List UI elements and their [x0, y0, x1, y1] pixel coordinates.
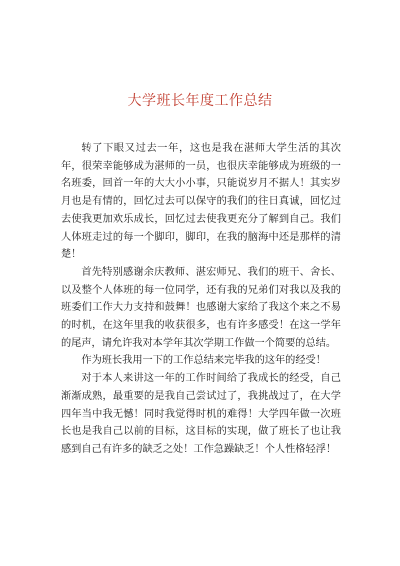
paragraph-summary-lead: 作为班长我用一下的工作总结来完毕我的这年的经受！ [81, 355, 326, 367]
paragraph-reflection: 对于本人来讲这一年的工作时间给了我成长的经受，自己渐渐成熟，最重要的是我自己尝试过了，我挑战过了，在大学四年当中我无憾！同时我觉得时机的难得！大学四年做一次班长也是我自己以前的目标，这目标的实现，做了班长了也让我感到自己有许多的缺乏之处！工作急躁缺乏！个人性格轻浮！ [61, 373, 341, 455]
document-title: 大学班长年度工作总结 [127, 93, 273, 109]
paragraph-intro: 转了下眼又过去一年，这也是我在湛师大学生活的其次年，很荣幸能够成为湛师的一员，也很庆幸能够成为班级的一名班委，回首一年的大大小小事，只能说岁月不据人！其实岁月也是有情的，回忆过去可以保守的我们的往日真诚，回忆过去使我更加欢乐成长，回忆过去使我更充分了解到自己。我们人体班走过的每一个脚印，脚印，在我的脑海中还是那样的清楚！ [61, 143, 341, 261]
document-body [61, 140, 341, 459]
paragraph-thanks: 首先特别感谢余庆教师、湛宏师兄、我们的班干、舍长、以及整个人体班的每一位同学，还有我的兄弟们对我以及我的班委们工作大力支持和鼓舞！也感谢大家给了我这个来之不易的时机，在这年里我的收获很多，也有许多感受！在这一学年的尾声，请允许我对本学年其次学期工作做一个简要的总结。 [61, 266, 341, 349]
